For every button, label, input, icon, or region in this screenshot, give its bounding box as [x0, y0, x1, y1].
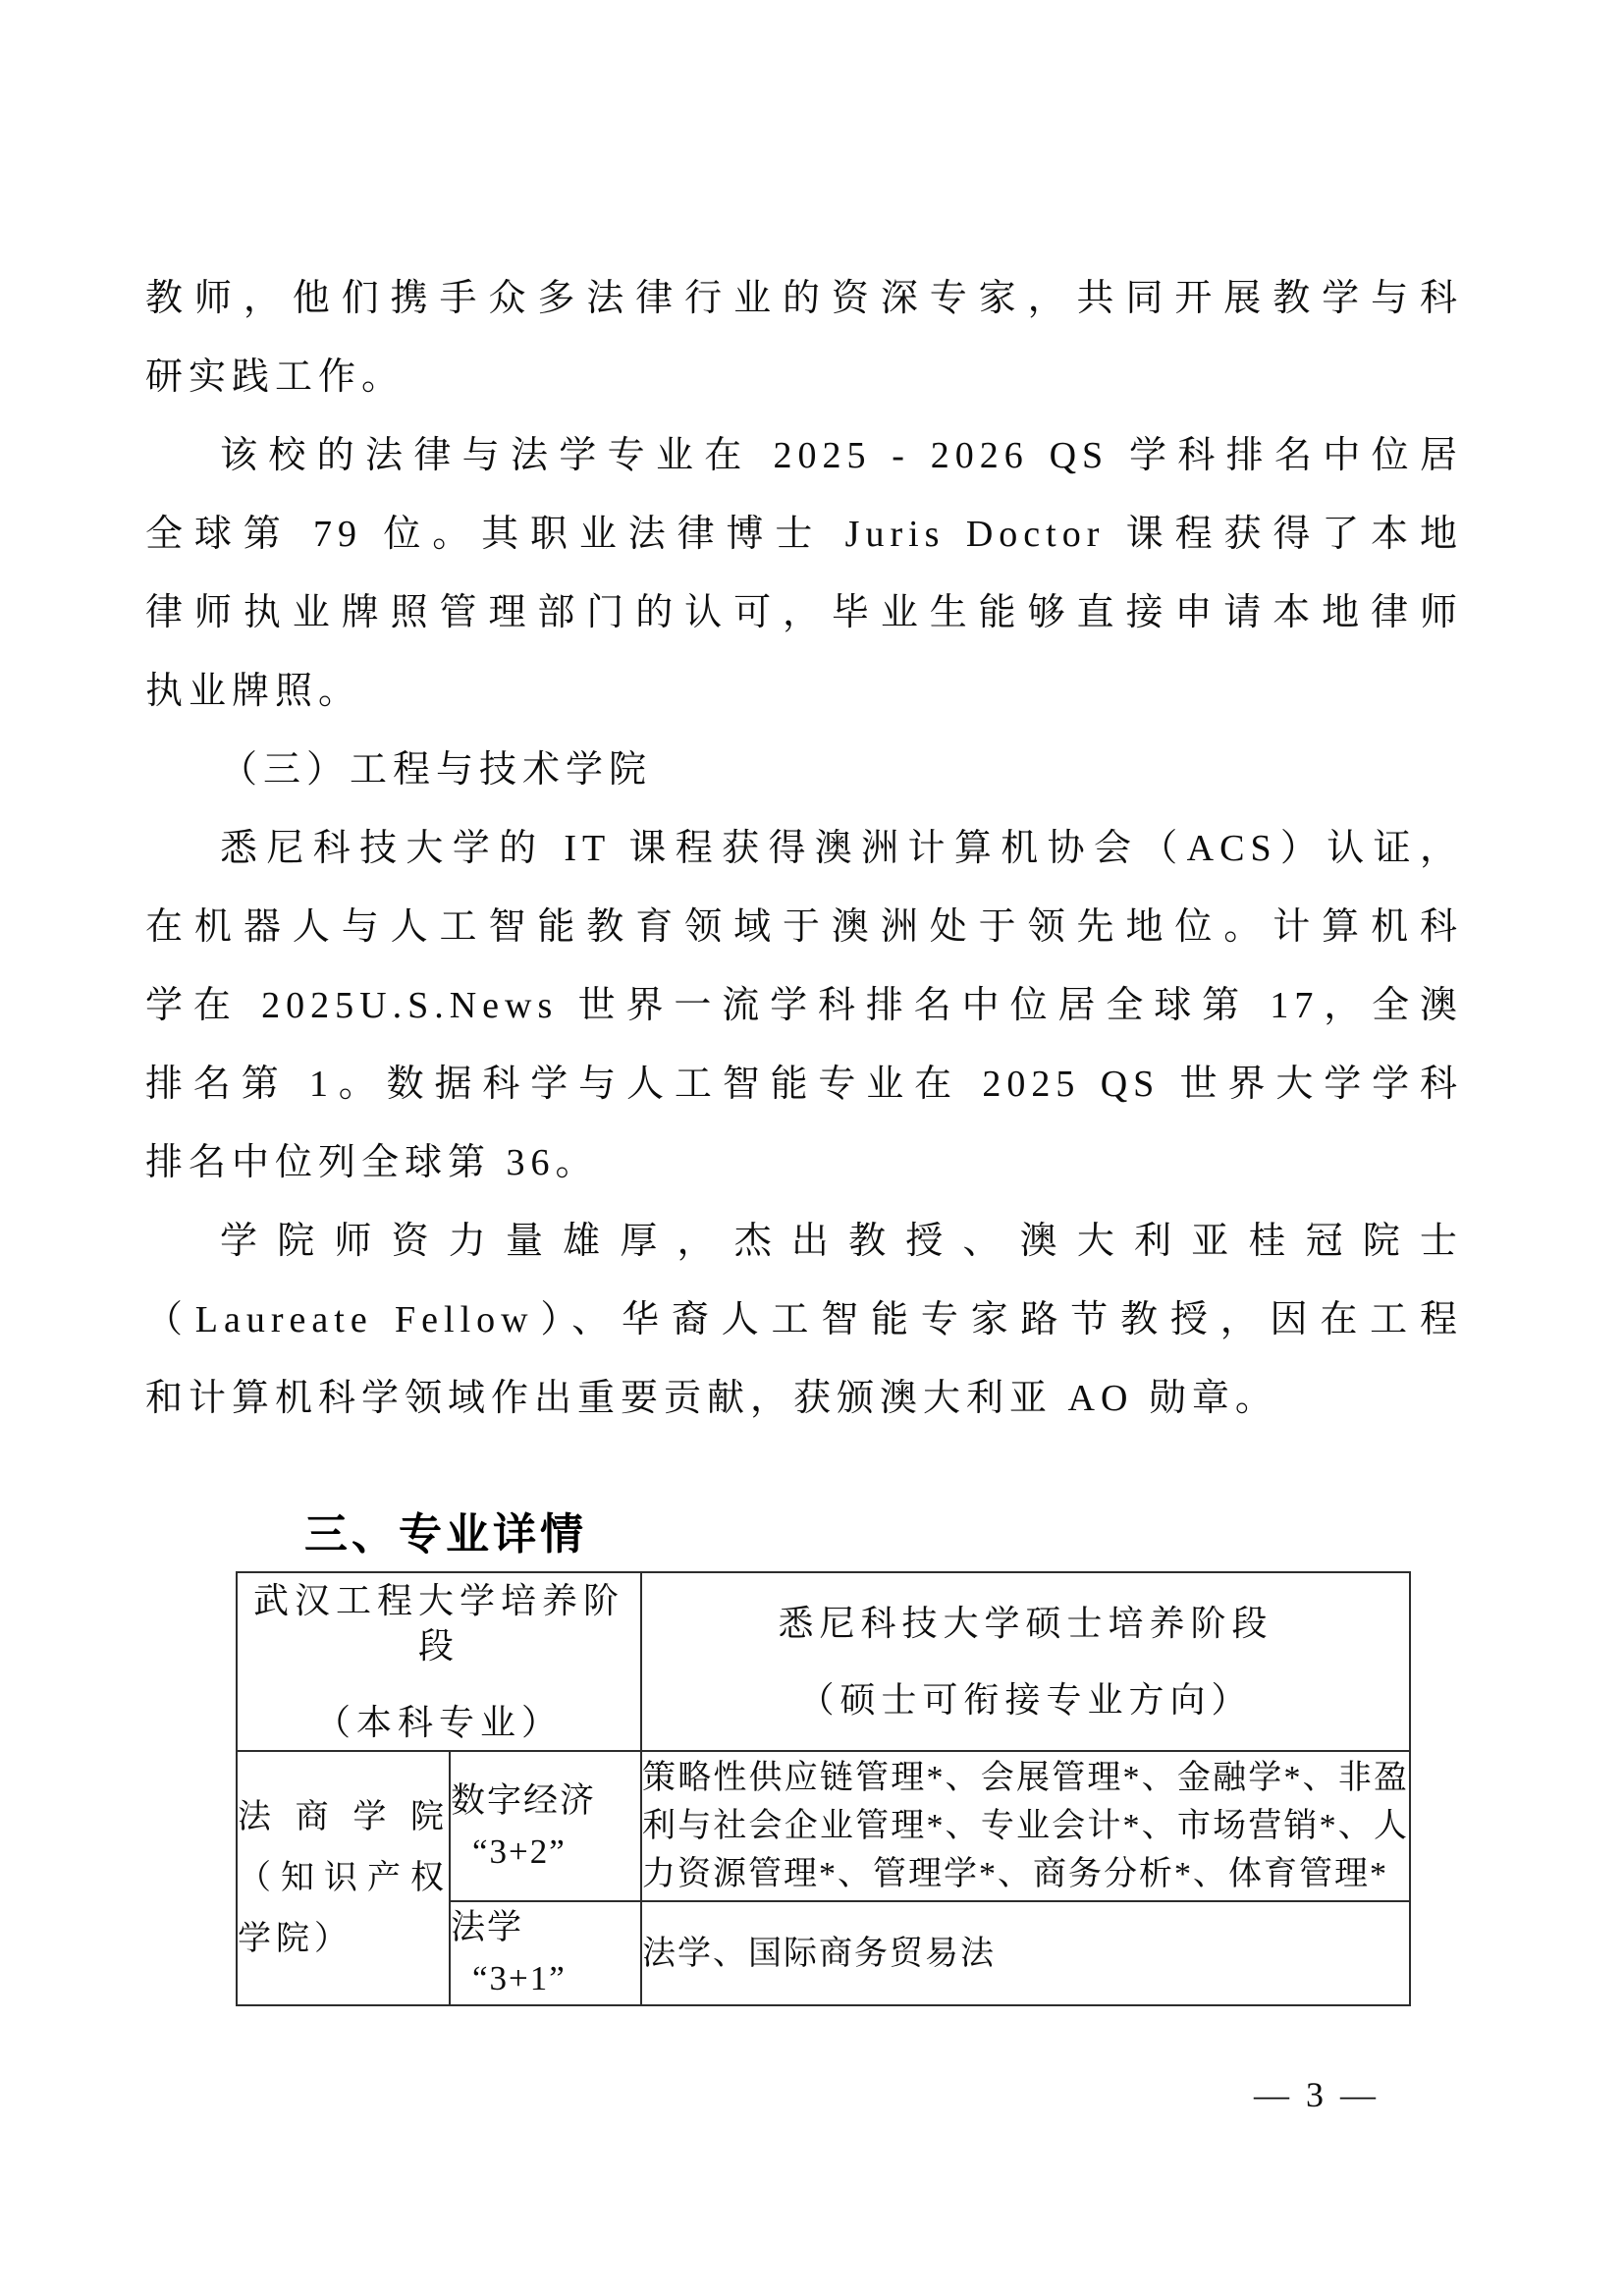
- paragraph-line: 律师执业牌照管理部门的认可，毕业生能够直接申请本地律师: [145, 592, 1463, 633]
- paragraph-line: 该校的法律与法学专业在 2025 - 2026 QS 学科排名中位居: [220, 435, 1463, 476]
- paragraph-line: （Laureate Fellow）、华裔人工智能专家路节教授，因在工程: [145, 1299, 1463, 1340]
- section-heading: 三、专业详情: [304, 1509, 587, 1559]
- program-name: 数字经济: [451, 1780, 597, 1820]
- header-left-title: 武汉工程大学培养阶段: [253, 1581, 625, 1666]
- paragraph-line: 学在 2025U.S.News 世界一流学科排名中位居全球第 17，全澳: [145, 985, 1463, 1026]
- header-right-subtitle: （硕士可衔接专业方向）: [798, 1680, 1253, 1720]
- page-number: — 3 —: [1254, 2075, 1380, 2114]
- program-mode: “3+1”: [472, 1959, 567, 1997]
- subsection-heading-line: （三）工程与技术学院: [220, 749, 653, 791]
- table-header-row: [237, 1572, 1410, 1751]
- header-right-title: 悉尼科技大学硕士培养阶段: [778, 1604, 1273, 1643]
- programs-table: [236, 1571, 1411, 2006]
- paragraph-line: 悉尼科技大学的 IT 课程获得澳洲计算机协会（ACS）认证，: [220, 828, 1463, 869]
- header-left-cell: [237, 1572, 641, 1751]
- masters-majors-cell: 法学、国际商务贸易法: [641, 1901, 1410, 2005]
- masters-majors-cell: 策略性供应链管理*、会展管理*、金融学*、非盈利与社会企业管理*、专业会计*、市场营销*、人力资源管理*、管理学*、商务分析*、体育管理*: [641, 1751, 1410, 1901]
- paragraph-line: 研实践工作。: [145, 356, 406, 398]
- program-name: 法学: [451, 1908, 524, 1946]
- program-cell: [450, 1751, 641, 1901]
- header-right-cell: [641, 1572, 1410, 1751]
- paragraph-line: 学院师资力量雄厚，杰出教授、澳大利亚桂冠院士: [220, 1221, 1463, 1262]
- paragraph-line: 教师，他们携手众多法律行业的资深专家，共同开展教学与科: [145, 278, 1463, 319]
- paragraph-line: 排名第 1。数据科学与人工智能专业在 2025 QS 世界大学学科: [145, 1064, 1463, 1105]
- paragraph-line: 全球第 79 位。其职业法律博士 Juris Doctor 课程获得了本地: [145, 514, 1463, 555]
- paragraph-line: 执业牌照。: [145, 671, 362, 712]
- program-cell: [450, 1901, 641, 2005]
- body-text: [145, 259, 1463, 1438]
- program-mode: “3+2”: [472, 1831, 567, 1871]
- paragraph-line: 排名中位列全球第 36。: [145, 1142, 599, 1183]
- college-cell: 法商学院（知识产权学院）: [237, 1751, 450, 2005]
- header-left-subtitle: （本科专业）: [315, 1703, 564, 1742]
- table-row: [237, 1751, 1410, 1901]
- paragraph-line: 和计算机科学领域作出重要贡献，获颁澳大利亚 AO 勋章。: [145, 1378, 1278, 1419]
- paragraph-line: 在机器人与人工智能教育领域于澳洲处于领先地位。计算机科: [145, 906, 1463, 948]
